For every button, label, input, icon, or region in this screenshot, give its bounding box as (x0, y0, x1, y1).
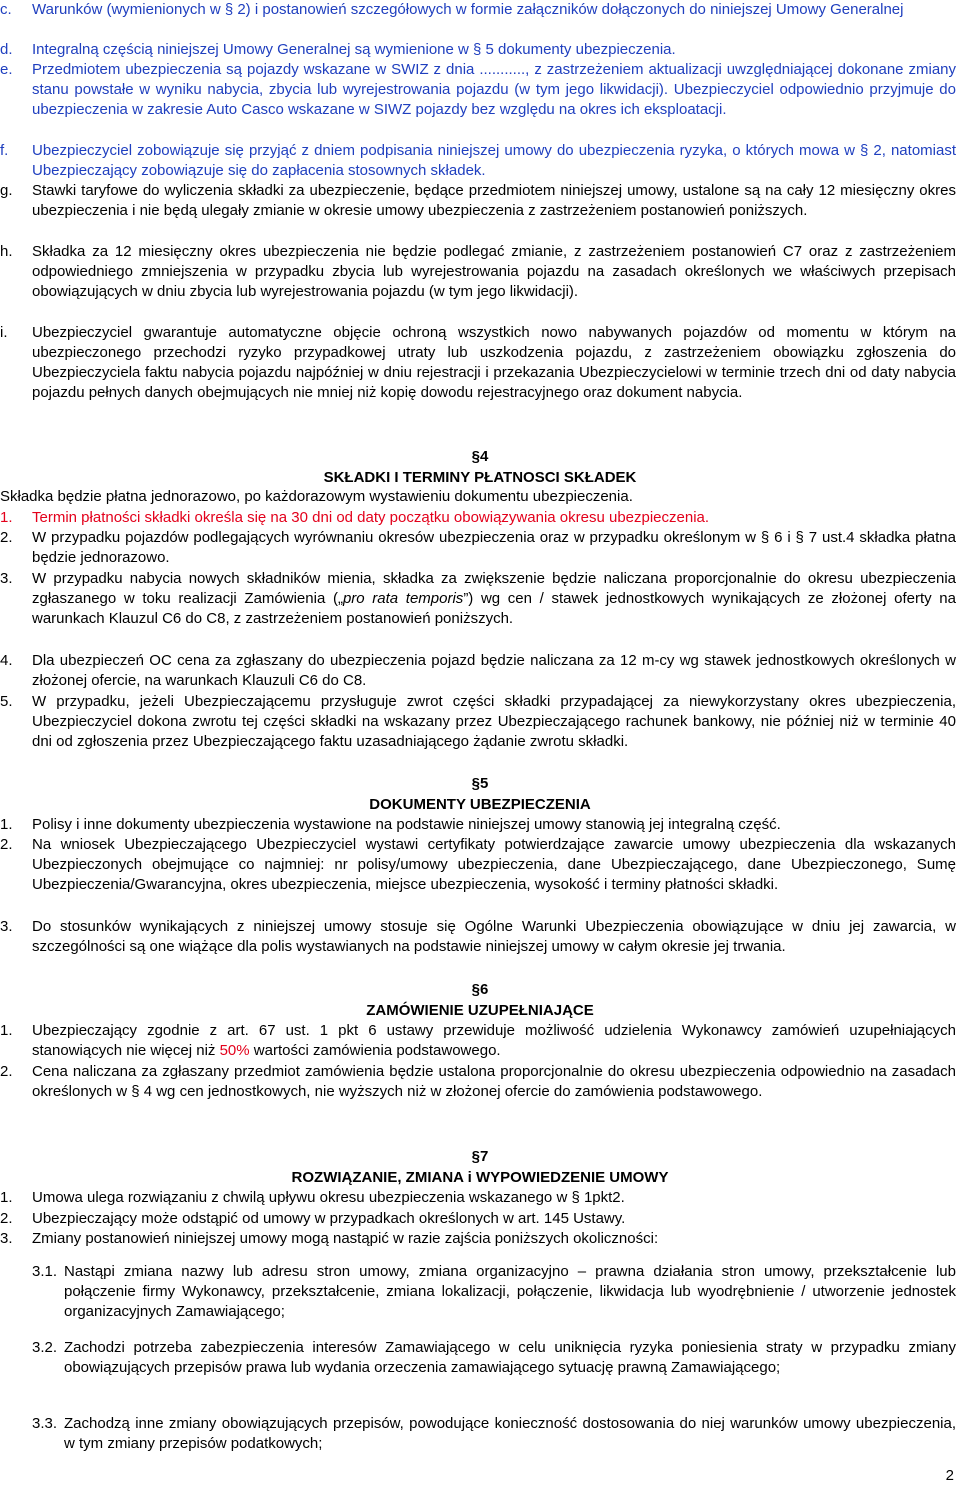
item-marker: c. (0, 1, 12, 18)
item-marker: 3. (0, 918, 13, 935)
item-marker: 3.2. (32, 1339, 58, 1356)
section-title: ROZWIĄZANIE, ZMIANA i WYPOWIEDZENIE UMOWY (291, 1169, 669, 1186)
item-text: Na wniosek Ubezpieczającego Ubezpieczyciel wystawi certyfikaty potwierdzające zawarcie umowy ubezpieczenia dla wskazanych Ubezpieczonych obejmujące co najmniej: nr polisy/umowy ubezpieczenia, dane Ubezpieczającego, dane Ubezpieczonego, Sumę Ubezpieczenia/Gwarancyjna, okres ubezpieczenia, miejsce ubezpieczenia, wysokość i terminy płatności składki. (32, 836, 956, 893)
item-marker: 2. (0, 836, 13, 853)
page-number: 2 (945, 1467, 954, 1484)
section-title: DOKUMENTY UBEZPIECZENIA (369, 796, 591, 813)
section4-item-4 (0, 651, 960, 691)
section-intro: Składka będzie płatna jednorazowo, po każdorazowym wystawieniu dokumentu ubezpieczenia. (0, 488, 633, 505)
section4-item-2 (0, 528, 960, 568)
section-title: SKŁADKI I TERMINY PŁATNOSCI SKŁADEK (323, 469, 637, 486)
item-text: Ubezpieczyciel gwarantuje automatyczne objęcie ochroną wszystkich nowo nabywanych pojazdów od momentu w którym na ubezpieczonego przechodzi ryzyko przypadkowej utraty lub uszkodzenia pojazdu, z zastrzeżeniem obowiązku zgłoszenia do Ubezpieczyciela faktu nabycia pojazdu najpóźniej w dniu rejestracji i przekazania Ubezpieczycielowi w terminie trzech dni od daty nabycia pojazdu pełnych danych obejmujących nie mniej niż kopię dowodu rejestracyjnego oraz dokument nabycia. (32, 324, 956, 401)
item-marker: f. (0, 142, 9, 159)
item-marker: i. (0, 324, 8, 341)
item-text-part: Ubezpieczający zgodnie z art. 67 ust. 1 pkt 6 ustawy przewiduje możliwość udzielenia Wykonawcy zamówień uzupełniających stanowiących nie więcej niż (32, 1022, 956, 1059)
item-text: Warunków (wymienionych w § 2) i postanowień szczegółowych w formie załączników dołączonych do niniejszej Umowy Generalnej (32, 1, 904, 18)
item-e (0, 60, 960, 120)
item-f (0, 141, 960, 181)
item-text: Umowa ulega rozwiązaniu z chwilą upływu okresu ubezpieczenia wskazanego w § 1pkt2. (32, 1189, 625, 1206)
section6-item-2 (0, 1062, 960, 1102)
section-number: §7 (471, 1148, 489, 1165)
item-marker: e. (0, 61, 13, 78)
item-marker: 1. (0, 509, 13, 526)
section4-item-5 (0, 692, 960, 752)
item-text: Do stosunków wynikających z niniejszej umowy stosuje się Ogólne Warunki Ubezpieczenia obowiązujące w dniu jej zawarcia, w szczególności są one wiążące dla polis wystawianych na podstawie niniejszej umowy w całym okresie jej trwania. (32, 918, 956, 955)
item-text: Ubezpieczający może odstąpić od umowy w przypadkach określonych w art. 145 Ustawy. (32, 1210, 626, 1227)
item-marker: 3.1. (32, 1263, 58, 1280)
item-marker: 1. (0, 1022, 13, 1039)
item-text-part: W przypadku nabycia nowych składników mienia, składka za zwiększenie będzie naliczana proporcjonalnie do okresu ubezpieczenia zgłaszanego w toku realizacji Zamówienia („ (32, 570, 956, 607)
section4-item-3 (0, 569, 960, 629)
item-c (0, 0, 960, 20)
section6-item-1 (0, 1021, 960, 1061)
section4-item-1 (0, 508, 960, 528)
section7-subitem-3-2 (0, 1338, 960, 1378)
item-text: W przypadku pojazdów podlegających wyrównaniu okresów ubezpieczenia oraz w przypadku określonym w § 6 i § 7 ust.4 składka płatna będzie jednorazowo. (32, 529, 956, 566)
section-number: §5 (471, 775, 489, 792)
item-text: W przypadku, jeżeli Ubezpieczającemu przysługuje zwrot części składki przypadającej za niewykorzystany okres ubezpieczenia, Ubezpieczyciel dokona zwrotu tej części składki na wskazany przez Ubezpieczającego rachunek bankowy, nie później niż w terminie 40 dni od zgłoszenia przez Ubezpieczającego faktu uzasadniającego żądanie zwrotu składki. (32, 693, 956, 750)
section7-subitem-3-3 (0, 1414, 960, 1454)
item-text: Zachodzą inne zmiany obowiązujących przepisów, powodujące konieczność dostosowania do niej warunków umowy ubezpieczenia, w tym zmiany przepisów podatkowych; (64, 1415, 956, 1452)
section-number: §6 (471, 981, 489, 998)
item-marker: 4. (0, 652, 13, 669)
item-marker: g. (0, 182, 13, 199)
item-marker: h. (0, 243, 13, 260)
item-marker: d. (0, 41, 13, 58)
item-text: Przedmiotem ubezpieczenia są pojazdy wskazane w SWIZ z dnia ..........., z zastrzeżeniem aktualizacji uwzględniającej dokonane zmiany stanu powstałe w wyniku nabycia, zbycia lub wyrejestrowania pojazdu (w tym jego likwidacji). Ubezpieczyciel odpowiednio przyjmuje do ubezpieczenia w zakresie Auto Casco wskazane w SIWZ pojazdy bez względu na okres ich eksploatacji. (32, 61, 956, 118)
item-text: Integralną częścią niniejszej Umowy Generalnej są wymienione w § 5 dokumenty ubezpieczenia. (32, 41, 676, 58)
item-i (0, 323, 960, 403)
item-text: Dla ubezpieczeń OC cena za zgłaszany do ubezpieczenia pojazd będzie naliczana za 12 m-cy wg stawek jednostkowych określonych w złożonej ofercie, na warunkach Klauzuli C6 do C8. (32, 652, 956, 689)
item-text (32, 1021, 956, 1061)
section5-item-1 (0, 815, 960, 835)
section-number: §4 (471, 448, 489, 465)
section7-item-2 (0, 1209, 960, 1229)
item-text (32, 569, 956, 629)
section7-item-3 (0, 1229, 960, 1249)
item-d (0, 40, 960, 60)
item-h (0, 242, 960, 302)
item-text: Stawki taryfowe do wyliczenia składki za ubezpieczenie, będące przedmiotem niniejszej umowy, ustalone są na cały 12 miesięczny okres ubezpieczenia i nie będą ulegały zmianie w okresie umowy ubezpieczenia z zastrzeżeniem postanowień poniższych. (32, 182, 956, 219)
section-title: ZAMÓWIENIE UZUPEŁNIAJĄCE (366, 1002, 594, 1019)
item-text-highlight: 50% (219, 1042, 250, 1059)
item-text: Nastąpi zmiana nazwy lub adresu stron umowy, zmiana organizacyjno – prawna działania stron umowy, przekształcenie lub połączenie firmy Wykonawcy, przekształcenie, zmiana lokalizacji, połączenie, likwidacja lub wyodrębnienie / utworzenie jednostek organizacyjnych Zamawiającego; (64, 1263, 956, 1320)
item-marker: 3. (0, 1230, 13, 1247)
section7-item-1 (0, 1188, 960, 1208)
section5-item-3 (0, 917, 960, 957)
item-marker: 1. (0, 1189, 13, 1206)
item-text: Zmiany postanowień niniejszej umowy mogą nastąpić w razie zajścia poniższych okoliczności: (32, 1230, 659, 1247)
item-marker: 2. (0, 1063, 13, 1080)
item-marker: 3. (0, 570, 13, 587)
item-text: Ubezpieczyciel zobowiązuje się przyjąć z dniem podpisania niniejszej umowy do ubezpieczenia ryzyka, o których mowa w § 2, natomiast Ubezpieczający zobowiązuje się do zapłacenia stosownych składek. (32, 142, 956, 179)
item-marker: 2. (0, 529, 13, 546)
item-text: Polisy i inne dokumenty ubezpieczenia wystawione na podstawie niniejszej umowy stanowią jej integralną część. (32, 816, 781, 833)
item-text: Termin płatności składki określa się na 30 dni od daty początku obowiązywania okresu ubezpieczenia. (32, 509, 710, 526)
item-g (0, 181, 960, 221)
item-text-italic: pro rata temporis (342, 590, 464, 607)
item-marker: 3.3. (32, 1415, 58, 1432)
item-text: Zachodzi potrzeba zabezpieczenia interesów Zamawiającego w celu uniknięcia ryzyka poniesienia straty w przypadku zmiany obowiązujących przepisów prawa lub wydania orzeczenia zamawiającego sytuację prawną Zamawiającego; (64, 1339, 956, 1376)
item-marker: 2. (0, 1210, 13, 1227)
section7-subitem-3-1 (0, 1262, 960, 1322)
item-text-part: ”) wg cen / stawek jednostkowych wynikających ze złożonej oferty na warunkach Klauzul C6 do C8, z zastrzeżeniem postanowień poniższych. (32, 590, 956, 627)
section5-item-2 (0, 835, 960, 895)
item-marker: 1. (0, 816, 13, 833)
item-marker: 5. (0, 693, 13, 710)
item-text: Składka za 12 miesięczny okres ubezpieczenia nie będzie podlegać zmianie, z zastrzeżeniem postanowień C7 oraz z zastrzeżeniem odpowiedniego zmniejszenia w przypadku zbycia lub wyrejestrowania pojazdu na zasadach określonych we właściwych przepisach obowiązujących w dniu zbycia lub wyrejestrowania pojazdu (w tym jego likwidacji). (32, 243, 956, 300)
item-text: Cena naliczana za zgłaszany przedmiot zamówienia będzie ustalona proporcjonalnie do okresu ubezpieczenia odpowiednio na zasadach określonych w § 4 wg cen jednostkowych, nie wyższych niż w złożonej ofercie do zamówienia podstawowego. (32, 1063, 956, 1100)
item-text-part: wartości zamówienia podstawowego. (249, 1042, 501, 1059)
